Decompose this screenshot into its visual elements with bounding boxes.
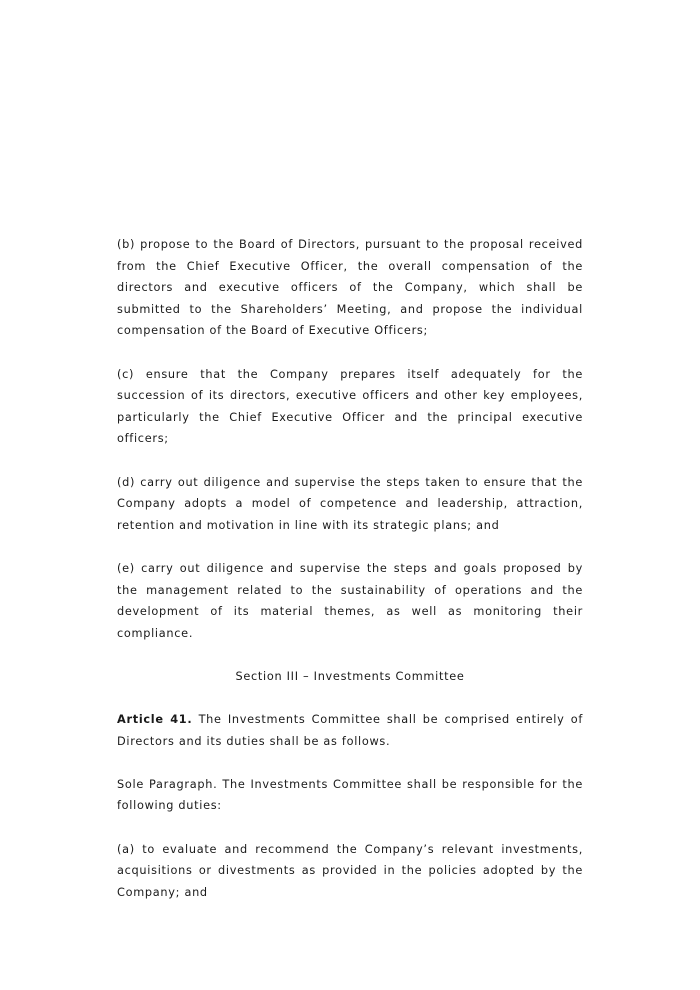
sole-paragraph: Sole Paragraph. The Investments Committee shall be responsible for the following duties: xyxy=(117,777,583,813)
paragraph-item-a: (a) to evaluate and recommend the Company’s relevant investments, acquisitions or divestments as provided in the policies adopted by the Company; and xyxy=(117,842,583,899)
paragraph-item-c: (c) ensure that the Company prepares itself adequately for the succession of its directors, executive officers and other key employees, particularly the Chief Executive Officer and the principal executive officers; xyxy=(117,367,583,446)
paragraph-item-e: (e) carry out diligence and supervise the steps and goals proposed by the management related to the sustainability of operations and the development of its material themes, as well as monitoring their compliance. xyxy=(117,561,583,640)
article-41-paragraph xyxy=(117,709,583,752)
article-label: Article 41. xyxy=(117,713,193,727)
section-heading: Section III – Investments Committee xyxy=(235,669,465,683)
article-text: The Investments Committee shall be comprised entirely of Directors and its duties shall be as follows. xyxy=(117,713,583,748)
paragraph-item-b: (b) propose to the Board of Directors, pursuant to the proposal received from the Chief Executive Officer, the overall compensation of the directors and executive officers of the Company, which shall be submitted to the Shareholders’ Meeting, and propose the individual compensation of the Board of Executive Officers; xyxy=(117,238,583,338)
paragraph-item-d: (d) carry out diligence and supervise the steps taken to ensure that the Company adopts a model of competence and leadership, attraction, retention and motivation in line with its strategic plans; and xyxy=(117,475,583,532)
document-body xyxy=(117,234,583,925)
